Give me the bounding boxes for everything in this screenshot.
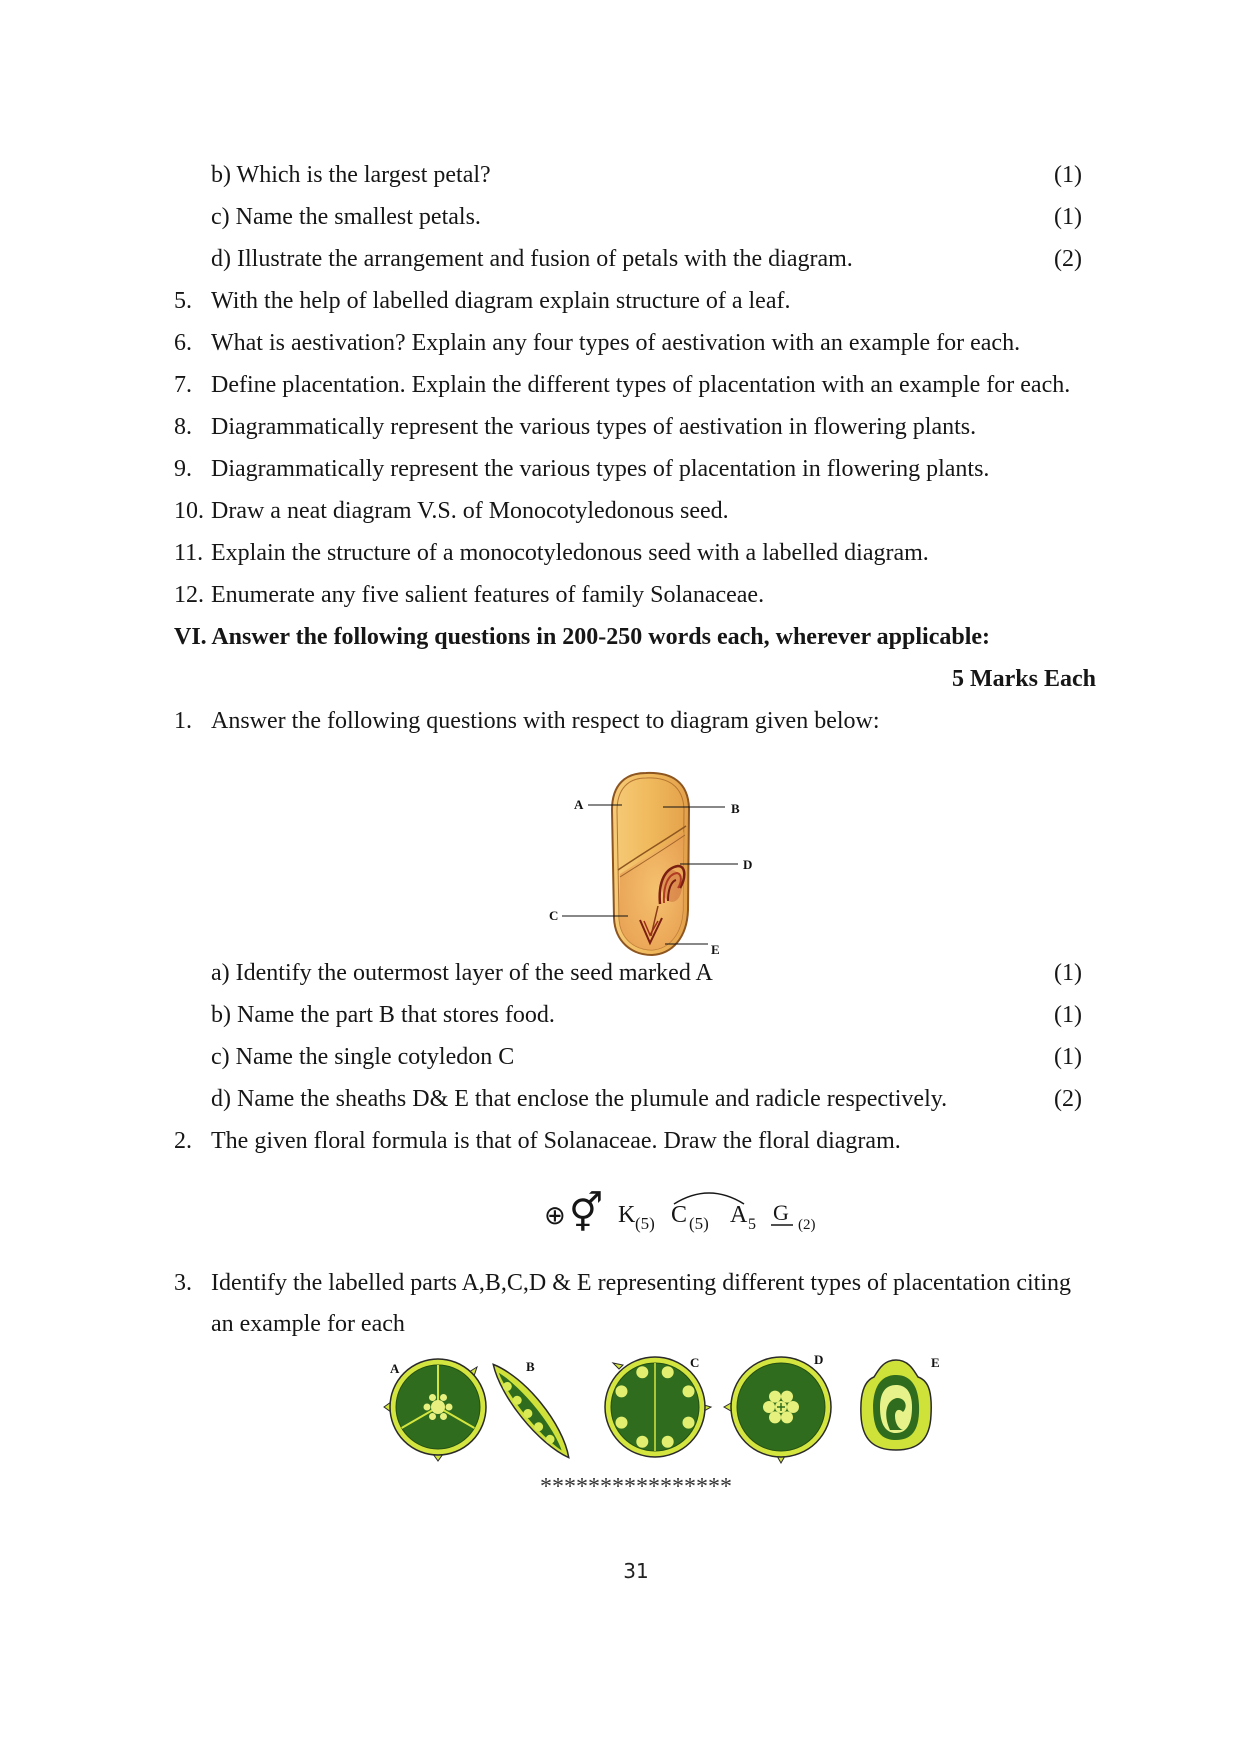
- marks-value: (2): [1054, 246, 1082, 272]
- ovule: [429, 1394, 436, 1401]
- question-subpart: [0, 952, 1240, 994]
- question: [0, 364, 1240, 406]
- monocot-seed-diagram: [540, 770, 770, 965]
- question-number: 2.: [174, 1128, 192, 1154]
- ovule: [662, 1366, 674, 1378]
- section-heading-text: VI. Answer the following questions in 200-250 words each, wherever applicable:: [174, 624, 991, 650]
- question-continuation: [0, 1303, 1240, 1345]
- question-subpart: [0, 238, 1240, 280]
- ovule: [683, 1417, 695, 1429]
- gynoecium-count: (2): [798, 1217, 816, 1233]
- question: [0, 1262, 1240, 1304]
- ovule: [763, 1401, 775, 1413]
- page-number: 31: [623, 1559, 649, 1583]
- question-text: What is aestivation? Explain any four types of aestivation with an example for each.: [211, 330, 1021, 356]
- actinomorphic-symbol: ⊕: [544, 1201, 566, 1231]
- calyx-letter: K: [618, 1202, 636, 1228]
- question-text: Diagrammatically represent the various types of aestivation in flowering plants.: [211, 414, 977, 440]
- question-text: Define placentation. Explain the different types of placentation with an example for each.: [211, 372, 1071, 398]
- question-subpart: [0, 154, 1240, 196]
- question-subpart: [0, 1078, 1240, 1120]
- question-number: 7.: [174, 372, 192, 398]
- subpart-text: c) Name the single cotyledon C: [211, 1044, 515, 1070]
- question-number: 1.: [174, 708, 192, 734]
- question-number: 5.: [174, 288, 192, 314]
- question: [0, 532, 1240, 574]
- question: [0, 490, 1240, 532]
- ovule: [781, 1391, 793, 1403]
- corolla-count: (5): [689, 1214, 709, 1233]
- question-text: Draw a neat diagram V.S. of Monocotyledonous seed.: [211, 498, 729, 524]
- subpart-text: d) Name the sheaths D& E that enclose the plumule and radicle respectively.: [211, 1086, 948, 1112]
- question-number: 9.: [174, 456, 192, 482]
- question-number: 6.: [174, 330, 192, 356]
- placentation-figure-e: [861, 1360, 931, 1450]
- ovule: [636, 1366, 648, 1378]
- androecium-count: 5: [748, 1216, 756, 1233]
- calyx-count: (5): [635, 1214, 655, 1233]
- seed-label-e: E: [711, 942, 720, 957]
- seed-label-c: C: [549, 908, 559, 923]
- ovule: [662, 1436, 674, 1448]
- question: [0, 406, 1240, 448]
- subpart-text: d) Illustrate the arrangement and fusion of petals with the diagram.: [211, 246, 853, 272]
- marks-value: (1): [1054, 1002, 1082, 1028]
- marks-value: (1): [1054, 1044, 1082, 1070]
- ovule: [440, 1413, 447, 1420]
- ovule: [429, 1413, 436, 1420]
- ovule: [781, 1411, 793, 1423]
- question-number: 12.: [174, 582, 204, 608]
- placentation-diagrams: [370, 1345, 960, 1470]
- floral-formula: [540, 1180, 840, 1242]
- ovule: [424, 1404, 431, 1411]
- question: [0, 1120, 1240, 1162]
- ovule: [769, 1411, 781, 1423]
- placentation-figure-c: [605, 1357, 711, 1457]
- question-text: Diagrammatically represent the various types of placentation in flowering plants.: [211, 456, 990, 482]
- marks-value: (2): [1054, 1086, 1082, 1112]
- question: [0, 322, 1240, 364]
- question-text: With the help of labelled diagram explain structure of a leaf.: [211, 288, 791, 314]
- question-text: an example for each: [211, 1311, 405, 1337]
- seed-label-b: B: [731, 801, 740, 816]
- ovule: [787, 1401, 799, 1413]
- corolla-letter: C: [671, 1202, 688, 1228]
- question-number: 11.: [174, 540, 204, 566]
- question: [0, 574, 1240, 616]
- marks-value: (1): [1054, 162, 1082, 188]
- marks-value: (1): [1054, 204, 1082, 230]
- seed-body: [612, 773, 689, 955]
- placentation-label-e: E: [931, 1355, 940, 1370]
- placentation-figure-d: [724, 1357, 831, 1463]
- subpart-text: b) Which is the largest petal?: [211, 162, 491, 188]
- marks-each-label: 5 Marks Each: [952, 666, 1096, 692]
- question-text: The given floral formula is that of Solanaceae. Draw the floral diagram.: [211, 1128, 901, 1154]
- question-text: Enumerate any five salient features of family Solanaceae.: [211, 582, 765, 608]
- section-heading: [0, 616, 1240, 658]
- ovule: [636, 1436, 648, 1448]
- placentation-label-d: D: [814, 1352, 824, 1367]
- ovule: [446, 1404, 453, 1411]
- gynoecium-letter: G: [773, 1200, 789, 1225]
- marks-value: (1): [1054, 960, 1082, 986]
- question: [0, 280, 1240, 322]
- question-text: Identify the labelled parts A,B,C,D & E representing different types of placentation citing: [211, 1270, 1071, 1296]
- question: [0, 448, 1240, 490]
- subpart-text: c) Name the smallest petals.: [211, 204, 481, 230]
- end-separator: ****************: [540, 1474, 732, 1500]
- placentation-label-b: B: [526, 1359, 535, 1374]
- placentation-label-c: C: [690, 1355, 700, 1370]
- ovule: [683, 1385, 695, 1397]
- question-subpart: [0, 994, 1240, 1036]
- central-axis: [431, 1400, 445, 1414]
- placentation-label-a: A: [390, 1361, 400, 1376]
- seed-label-d: D: [743, 857, 753, 872]
- ovule: [616, 1417, 628, 1429]
- rim-bump: [724, 1403, 731, 1411]
- ovule: [440, 1394, 447, 1401]
- androecium-letter: A: [730, 1202, 748, 1228]
- section-marks: [0, 658, 1240, 700]
- rim-bump: [613, 1363, 623, 1369]
- question-number: 3.: [174, 1270, 192, 1296]
- subpart-text: b) Name the part B that stores food.: [211, 1002, 555, 1028]
- seed-label-a: A: [574, 797, 584, 812]
- ovule: [769, 1391, 781, 1403]
- question: [0, 700, 1240, 742]
- question-text: Answer the following questions with respect to diagram given below:: [211, 708, 880, 734]
- question-subpart: [0, 196, 1240, 238]
- question-subpart: [0, 1036, 1240, 1078]
- question-number: 10.: [174, 498, 204, 524]
- ovule: [616, 1385, 628, 1397]
- bisexual-symbol: ⚥: [569, 1191, 604, 1235]
- subpart-text: a) Identify the outermost layer of the seed marked A: [211, 960, 713, 986]
- question-number: 8.: [174, 414, 192, 440]
- question-text: Explain the structure of a monocotyledonous seed with a labelled diagram.: [211, 540, 929, 566]
